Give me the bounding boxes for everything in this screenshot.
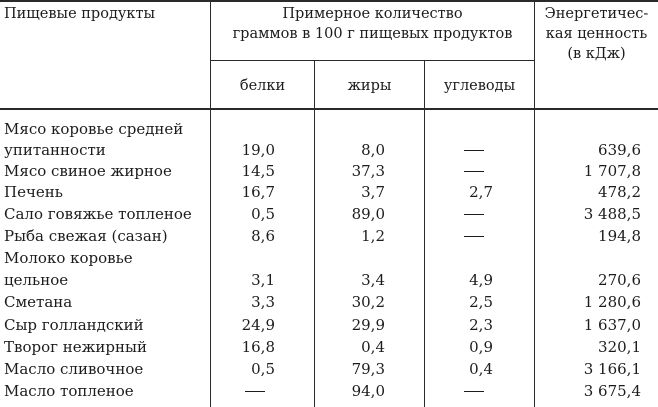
cell-fats: 29,9 — [351, 316, 385, 334]
row-name-line1: Сыр голландский — [4, 316, 144, 334]
cell-energy: 320,1 — [598, 338, 641, 356]
cell-fats: 30,2 — [351, 293, 385, 311]
cell-carbs: 2,7 — [469, 183, 493, 201]
row-name-line1: Печень — [4, 183, 63, 201]
row-name-line1: Мясо свиное жирное — [4, 162, 172, 180]
cell-proteins: 3,3 — [251, 293, 275, 311]
subheader-rule — [210, 60, 534, 61]
cell-fats: 0,4 — [361, 338, 385, 356]
cell-carbs: 2,3 — [469, 316, 493, 334]
header-approx-line2: граммов в 100 г пищевых продуктов — [232, 26, 513, 42]
cell-fats: 79,3 — [351, 360, 385, 378]
cell-proteins: 24,9 — [241, 316, 275, 334]
row-name-line1: Масло сливочное — [4, 360, 144, 378]
top-rule — [0, 0, 658, 2]
cell-proteins: 0,5 — [251, 205, 275, 223]
header-energy-line2: кая ценность — [545, 26, 648, 42]
row-name-line1: Рыба свежая (сазан) — [4, 227, 168, 245]
cell-proteins: 19,0 — [241, 141, 275, 159]
cell-energy: 194,8 — [598, 227, 641, 245]
cell-carbs-dash — [464, 214, 484, 215]
cell-fats: 94,0 — [351, 382, 385, 400]
row-name-line1: Молоко коровье — [4, 249, 133, 267]
row-name-line2: упитанности — [4, 141, 106, 159]
header-approx-line1: Примерное количество — [282, 6, 463, 22]
header-energy-line1: Энергетичес- — [544, 6, 649, 22]
header-product: Пищевые продукты — [4, 6, 156, 22]
row-name-line1: Сметана — [4, 293, 73, 311]
header-carbs: углеводы — [443, 78, 516, 94]
cell-proteins-dash — [245, 391, 265, 392]
row-name-line1: Творог нежирный — [4, 338, 147, 356]
cell-fats: 8,0 — [361, 141, 385, 159]
cell-proteins: 16,7 — [241, 183, 275, 201]
cell-proteins: 0,5 — [251, 360, 275, 378]
cell-fats: 89,0 — [351, 205, 385, 223]
cell-carbs: 4,9 — [469, 271, 493, 289]
cell-proteins: 3,1 — [251, 271, 275, 289]
cell-carbs: 0,4 — [469, 360, 493, 378]
row-name-line1: Масло топленое — [4, 382, 134, 400]
header-energy-line3: (в кДж) — [567, 46, 626, 62]
cell-carbs: 0,9 — [469, 338, 493, 356]
cell-energy: 639,6 — [598, 141, 641, 159]
cell-fats: 3,4 — [361, 271, 385, 289]
cell-carbs-dash — [464, 150, 484, 151]
cell-energy: 1 637,0 — [583, 316, 641, 334]
cell-proteins: 16,8 — [241, 338, 275, 356]
cell-proteins: 14,5 — [241, 162, 275, 180]
cell-fats: 1,2 — [361, 227, 385, 245]
cell-energy: 478,2 — [598, 183, 641, 201]
cell-carbs-dash — [464, 391, 484, 392]
row-name-line1: Сало говяжье топленое — [4, 205, 192, 223]
cell-fats: 3,7 — [361, 183, 385, 201]
header-bottom-rule — [0, 108, 658, 110]
cell-energy: 3 675,4 — [583, 382, 641, 400]
header-fats: жиры — [347, 78, 392, 94]
cell-carbs-dash — [464, 236, 484, 237]
cell-energy: 3 166,1 — [583, 360, 641, 378]
row-name-line1: Мясо коровье средней — [4, 120, 184, 138]
cell-energy: 1 280,6 — [583, 293, 641, 311]
header-proteins: белки — [239, 78, 286, 94]
cell-energy: 1 707,8 — [583, 162, 641, 180]
cell-fats: 37,3 — [351, 162, 385, 180]
cell-proteins: 8,6 — [251, 227, 275, 245]
cell-energy: 3 488,5 — [583, 205, 641, 223]
row-name-line2: цельное — [4, 271, 69, 289]
cell-carbs-dash — [464, 171, 484, 172]
cell-carbs: 2,5 — [469, 293, 493, 311]
cell-energy: 270,6 — [598, 271, 641, 289]
